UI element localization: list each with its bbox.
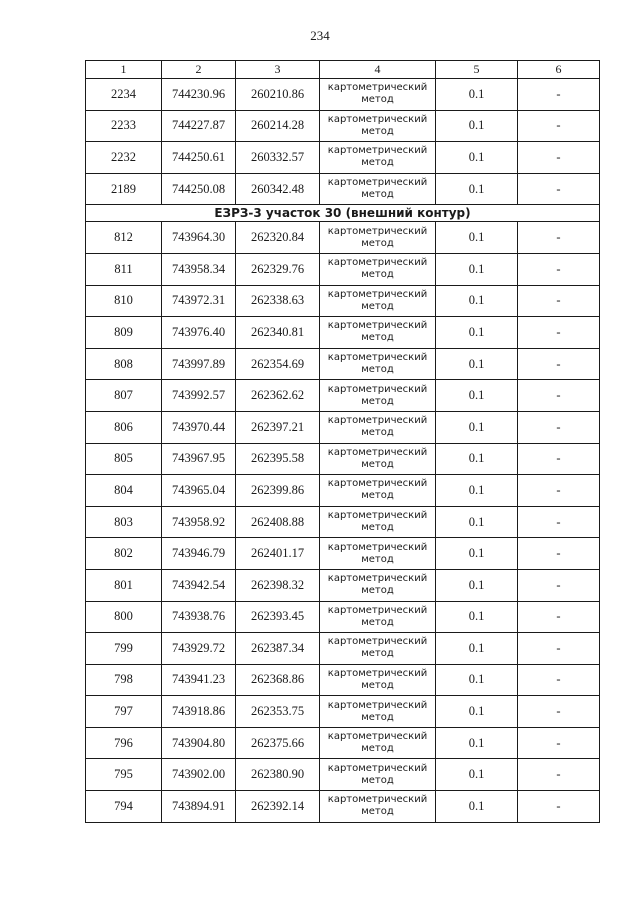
- table-row: [86, 475, 600, 507]
- y-coordinate-cell: 262338.63: [236, 285, 320, 317]
- y-coordinate-cell: 260214.28: [236, 110, 320, 142]
- note-cell: -: [518, 475, 600, 507]
- x-coordinate-cell: 743894.91: [162, 791, 236, 823]
- note-cell: -: [518, 380, 600, 412]
- accuracy-cell: 0.1: [436, 285, 518, 317]
- header-cell-5: 5: [436, 61, 518, 79]
- y-coordinate-cell: 262353.75: [236, 696, 320, 728]
- accuracy-cell: 0.1: [436, 759, 518, 791]
- method-cell: картометрический метод: [320, 506, 436, 538]
- point-number-cell: 803: [86, 506, 162, 538]
- accuracy-cell: 0.1: [436, 110, 518, 142]
- y-coordinate-cell: 260332.57: [236, 142, 320, 174]
- table-row: [86, 110, 600, 142]
- y-coordinate-cell: 262393.45: [236, 601, 320, 633]
- method-cell: картометрический метод: [320, 664, 436, 696]
- accuracy-cell: 0.1: [436, 601, 518, 633]
- header-cell-2: 2: [162, 61, 236, 79]
- table-row: [86, 696, 600, 728]
- x-coordinate-cell: 743946.79: [162, 538, 236, 570]
- method-cell: картометрический метод: [320, 696, 436, 728]
- method-cell: картометрический метод: [320, 443, 436, 475]
- accuracy-cell: 0.1: [436, 142, 518, 174]
- x-coordinate-cell: 743929.72: [162, 633, 236, 665]
- table-row: [86, 759, 600, 791]
- method-cell: картометрический метод: [320, 791, 436, 823]
- accuracy-cell: 0.1: [436, 633, 518, 665]
- point-number-cell: 810: [86, 285, 162, 317]
- table-row: [86, 285, 600, 317]
- accuracy-cell: 0.1: [436, 475, 518, 507]
- table-row: [86, 727, 600, 759]
- point-number-cell: 809: [86, 317, 162, 349]
- method-cell: картометрический метод: [320, 348, 436, 380]
- accuracy-cell: 0.1: [436, 380, 518, 412]
- point-number-cell: 804: [86, 475, 162, 507]
- table-row: [86, 380, 600, 412]
- point-number-cell: 801: [86, 569, 162, 601]
- point-number-cell: 796: [86, 727, 162, 759]
- method-cell: картометрический метод: [320, 759, 436, 791]
- point-number-cell: 802: [86, 538, 162, 570]
- table-row: [86, 79, 600, 111]
- method-cell: картометрический метод: [320, 317, 436, 349]
- point-number-cell: 807: [86, 380, 162, 412]
- note-cell: -: [518, 569, 600, 601]
- accuracy-cell: 0.1: [436, 727, 518, 759]
- y-coordinate-cell: 262392.14: [236, 791, 320, 823]
- note-cell: -: [518, 110, 600, 142]
- method-cell: картометрический метод: [320, 79, 436, 111]
- note-cell: -: [518, 601, 600, 633]
- table-row: [86, 601, 600, 633]
- note-cell: -: [518, 538, 600, 570]
- method-cell: картометрический метод: [320, 222, 436, 254]
- y-coordinate-cell: 262354.69: [236, 348, 320, 380]
- accuracy-cell: 0.1: [436, 317, 518, 349]
- section-row: [86, 205, 600, 222]
- accuracy-cell: 0.1: [436, 664, 518, 696]
- accuracy-cell: 0.1: [436, 569, 518, 601]
- y-coordinate-cell: 262368.86: [236, 664, 320, 696]
- section-title: ЕЗРЗ-3 участок 30 (внешний контур): [86, 205, 600, 222]
- note-cell: -: [518, 285, 600, 317]
- note-cell: -: [518, 173, 600, 205]
- method-cell: картометрический метод: [320, 380, 436, 412]
- y-coordinate-cell: 262398.32: [236, 569, 320, 601]
- point-number-cell: 805: [86, 443, 162, 475]
- x-coordinate-cell: 744250.08: [162, 173, 236, 205]
- x-coordinate-cell: 744227.87: [162, 110, 236, 142]
- table-row: [86, 569, 600, 601]
- y-coordinate-cell: 262320.84: [236, 222, 320, 254]
- accuracy-cell: 0.1: [436, 538, 518, 570]
- point-number-cell: 812: [86, 222, 162, 254]
- y-coordinate-cell: 262397.21: [236, 411, 320, 443]
- method-cell: картометрический метод: [320, 110, 436, 142]
- y-coordinate-cell: 262340.81: [236, 317, 320, 349]
- note-cell: -: [518, 506, 600, 538]
- point-number-cell: 2232: [86, 142, 162, 174]
- method-cell: картометрический метод: [320, 538, 436, 570]
- x-coordinate-cell: 743976.40: [162, 317, 236, 349]
- table-row: [86, 633, 600, 665]
- note-cell: -: [518, 317, 600, 349]
- point-number-cell: 811: [86, 253, 162, 285]
- accuracy-cell: 0.1: [436, 253, 518, 285]
- method-cell: картометрический метод: [320, 253, 436, 285]
- y-coordinate-cell: 262380.90: [236, 759, 320, 791]
- point-number-cell: 2189: [86, 173, 162, 205]
- table-row: [86, 791, 600, 823]
- y-coordinate-cell: 262401.17: [236, 538, 320, 570]
- point-number-cell: 2233: [86, 110, 162, 142]
- table-row: [86, 664, 600, 696]
- note-cell: -: [518, 222, 600, 254]
- note-cell: -: [518, 759, 600, 791]
- table-row: [86, 538, 600, 570]
- table-row: [86, 411, 600, 443]
- point-number-cell: 794: [86, 791, 162, 823]
- method-cell: картометрический метод: [320, 142, 436, 174]
- point-number-cell: 799: [86, 633, 162, 665]
- table-row: [86, 506, 600, 538]
- accuracy-cell: 0.1: [436, 348, 518, 380]
- note-cell: -: [518, 443, 600, 475]
- x-coordinate-cell: 744230.96: [162, 79, 236, 111]
- y-coordinate-cell: 262408.88: [236, 506, 320, 538]
- point-number-cell: 800: [86, 601, 162, 633]
- header-row: [86, 61, 600, 79]
- note-cell: -: [518, 791, 600, 823]
- table-row: [86, 443, 600, 475]
- table-row: [86, 222, 600, 254]
- y-coordinate-cell: 262375.66: [236, 727, 320, 759]
- method-cell: картометрический метод: [320, 633, 436, 665]
- x-coordinate-cell: 743965.04: [162, 475, 236, 507]
- y-coordinate-cell: 260210.86: [236, 79, 320, 111]
- point-number-cell: 798: [86, 664, 162, 696]
- header-cell-1: 1: [86, 61, 162, 79]
- method-cell: картометрический метод: [320, 475, 436, 507]
- accuracy-cell: 0.1: [436, 411, 518, 443]
- note-cell: -: [518, 411, 600, 443]
- y-coordinate-cell: 262387.34: [236, 633, 320, 665]
- table-row: [86, 173, 600, 205]
- accuracy-cell: 0.1: [436, 443, 518, 475]
- x-coordinate-cell: 743972.31: [162, 285, 236, 317]
- note-cell: -: [518, 253, 600, 285]
- accuracy-cell: 0.1: [436, 696, 518, 728]
- note-cell: -: [518, 727, 600, 759]
- point-number-cell: 2234: [86, 79, 162, 111]
- y-coordinate-cell: 262362.62: [236, 380, 320, 412]
- table-row: [86, 253, 600, 285]
- y-coordinate-cell: 262399.86: [236, 475, 320, 507]
- x-coordinate-cell: 743997.89: [162, 348, 236, 380]
- method-cell: картометрический метод: [320, 411, 436, 443]
- note-cell: -: [518, 633, 600, 665]
- x-coordinate-cell: 743967.95: [162, 443, 236, 475]
- accuracy-cell: 0.1: [436, 506, 518, 538]
- method-cell: картометрический метод: [320, 727, 436, 759]
- coordinates-table: [85, 60, 600, 823]
- accuracy-cell: 0.1: [436, 173, 518, 205]
- note-cell: -: [518, 664, 600, 696]
- x-coordinate-cell: 743938.76: [162, 601, 236, 633]
- x-coordinate-cell: 743992.57: [162, 380, 236, 412]
- note-cell: -: [518, 79, 600, 111]
- x-coordinate-cell: 743904.80: [162, 727, 236, 759]
- x-coordinate-cell: 744250.61: [162, 142, 236, 174]
- y-coordinate-cell: 262395.58: [236, 443, 320, 475]
- note-cell: -: [518, 348, 600, 380]
- point-number-cell: 797: [86, 696, 162, 728]
- table-row: [86, 142, 600, 174]
- page-number: 234: [310, 28, 330, 43]
- header-cell-3: 3: [236, 61, 320, 79]
- table-row: [86, 348, 600, 380]
- header-cell-4: 4: [320, 61, 436, 79]
- method-cell: картометрический метод: [320, 173, 436, 205]
- x-coordinate-cell: 743918.86: [162, 696, 236, 728]
- accuracy-cell: 0.1: [436, 79, 518, 111]
- point-number-cell: 806: [86, 411, 162, 443]
- y-coordinate-cell: 262329.76: [236, 253, 320, 285]
- method-cell: картометрический метод: [320, 601, 436, 633]
- method-cell: картометрический метод: [320, 569, 436, 601]
- y-coordinate-cell: 260342.48: [236, 173, 320, 205]
- accuracy-cell: 0.1: [436, 791, 518, 823]
- x-coordinate-cell: 743958.92: [162, 506, 236, 538]
- header-cell-6: 6: [518, 61, 600, 79]
- method-cell: картометрический метод: [320, 285, 436, 317]
- x-coordinate-cell: 743970.44: [162, 411, 236, 443]
- coordinates-table-body: [86, 61, 600, 823]
- note-cell: -: [518, 142, 600, 174]
- note-cell: -: [518, 696, 600, 728]
- accuracy-cell: 0.1: [436, 222, 518, 254]
- x-coordinate-cell: 743964.30: [162, 222, 236, 254]
- point-number-cell: 795: [86, 759, 162, 791]
- x-coordinate-cell: 743902.00: [162, 759, 236, 791]
- point-number-cell: 808: [86, 348, 162, 380]
- x-coordinate-cell: 743941.23: [162, 664, 236, 696]
- table-row: [86, 317, 600, 349]
- x-coordinate-cell: 743958.34: [162, 253, 236, 285]
- x-coordinate-cell: 743942.54: [162, 569, 236, 601]
